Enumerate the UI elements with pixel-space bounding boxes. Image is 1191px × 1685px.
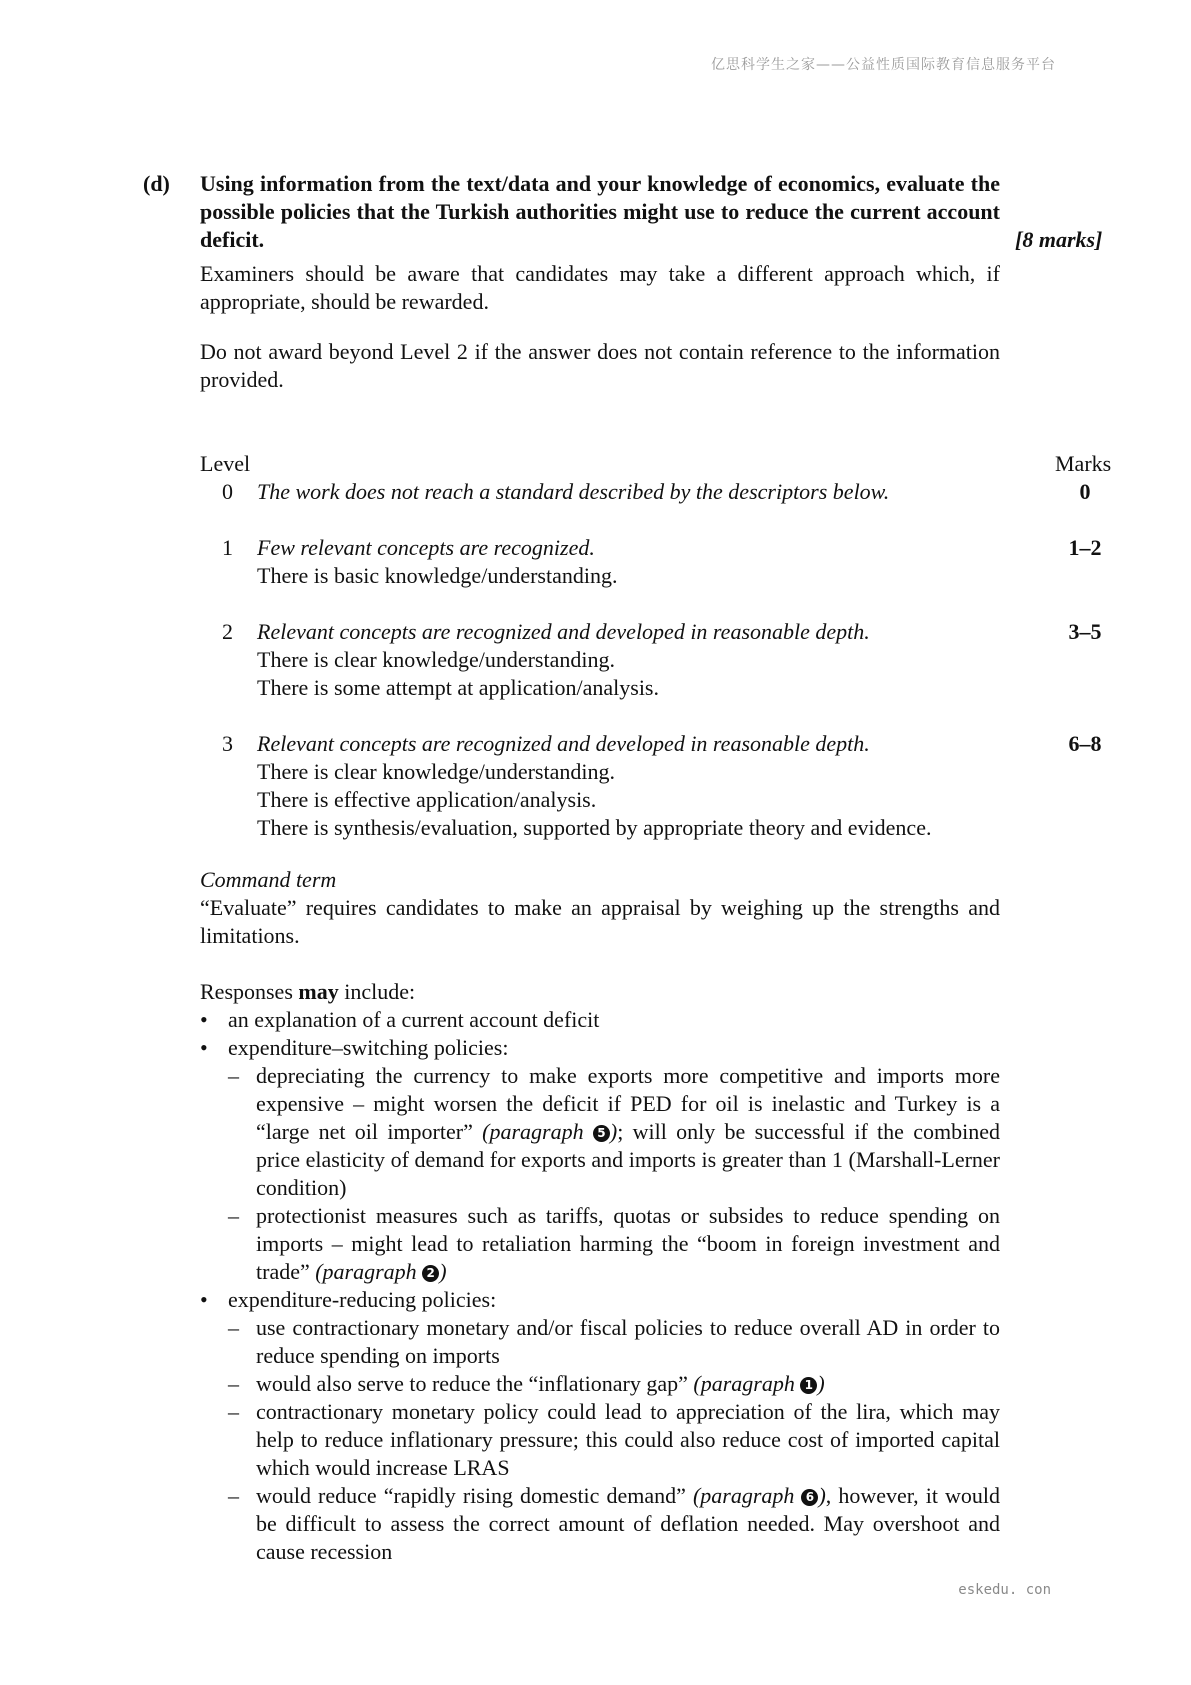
command-term-text: “Evaluate” requires candidates to make an appraisal by weighing up the strengths and limitations. [200,895,1000,948]
marks-column-header: Marks [1055,451,1112,476]
level-number: 0 [222,479,233,504]
dash-icon: – [228,1483,239,1508]
sub-list-item: – protectionist measures such as tariffs, quotas or subsides to reduce spending on imports – might lead to retaliation harming the “boom in foreign investment and trade” (paragraph 2 ) [228,1203,1000,1284]
level-number: 2 [222,619,233,644]
list-item: • expenditure-reducing policies: – use contractionary monetary and/or fiscal policies to reduce overall AD in order to reduce spending on imports – would also serve to reduce the “inflationary gap” (paragraph 1 ) – contractionary monetary policy could lead to appreciation of the lira, which may help to reduce inflationary pressure; this could also reduce cost of imported capital which would increase LRAS – would reduce “rapidly rising domestic demand” (paragraph 6 ), however, it would be difficult to assess the correct amount of deflation needed. May overshoot and cause recession [200,1287,1000,1564]
level-row-2 [200,618,1115,702]
emphasis-may: may [298,979,339,1004]
question-marks: [8 marks] [1015,227,1103,252]
bullet-icon: • [200,1035,208,1060]
level-number: 1 [222,535,233,560]
dash-icon: – [228,1315,239,1340]
level-restriction-note: Do not award beyond Level 2 if the answer does not contain reference to the information provided. [200,339,1000,392]
paragraph-number-icon: 6 [801,1489,818,1506]
level-criterion: There is clear knowledge/understanding. [257,647,615,672]
examiner-note: Examiners should be aware that candidates may take a different approach which, if appropriate, should be rewarded. [200,261,1000,314]
level-marks: 6–8 [1068,731,1102,756]
dash-icon: – [228,1203,239,1228]
level-body [257,618,1017,702]
dash-icon: – [228,1063,239,1088]
bullet-icon: • [200,1007,208,1032]
level-body [257,534,1017,590]
level-descriptor: Relevant concepts are recognized and developed in reasonable depth. [257,619,870,644]
level-marks: 1–2 [1068,535,1102,560]
responses-list [200,1006,1000,1566]
list-item: • an explanation of a current account deficit [200,1007,600,1032]
level-row-3 [200,730,1115,842]
header-watermark: 亿思科学生之家——公益性质国际教育信息服务平台 [711,57,1056,73]
command-term-title: Command term [200,867,337,892]
sub-list-item: – depreciating the currency to make exports more competitive and imports more expensive – might worsen the deficit if PED for oil is inelastic and Turkey is a “large net oil importer” (paragraph 5 ); will only be successful if the combined price elasticity of demand for exports and imports is greater than 1 (Marshall-Lerner condition) [228,1063,1000,1200]
paragraph-number-icon: 2 [422,1265,439,1282]
level-body [257,478,1017,506]
level-number: 3 [222,731,233,756]
level-row-1 [200,534,1115,590]
responses-intro: Responses may include: [200,979,416,1004]
paragraph-number-icon: 1 [800,1377,817,1394]
level-descriptor: The work does not reach a standard described by the descriptors below. [257,479,890,504]
footer-watermark: eskedu. con [958,1582,1051,1598]
level-row-0 [200,478,1115,506]
sub-list-item: – would reduce “rapidly rising domestic demand” (paragraph 6 ), however, it would be difficult to assess the correct amount of deflation needed. May overshoot and cause recession [228,1483,1000,1564]
sub-list-item: – would also serve to reduce the “inflationary gap” (paragraph 1 ) [228,1371,825,1396]
dash-icon: – [228,1371,239,1396]
paragraph-number-icon: 5 [593,1125,610,1142]
question-text: Using information from the text/data and your knowledge of economics, evaluate the possible policies that the Turkish authorities might use to reduce the current account deficit. [200,171,1000,252]
level-criterion: There is basic knowledge/understanding. [257,563,618,588]
level-body [257,730,1017,842]
level-column-header: Level [200,451,251,476]
level-criterion: There is clear knowledge/understanding. [257,759,615,784]
level-marks: 0 [1079,479,1091,504]
level-descriptor: Few relevant concepts are recognized. [257,535,595,560]
bullet-icon: • [200,1287,208,1312]
list-item: • expenditure–switching policies: – depreciating the currency to make exports more competitive and imports more expensive – might worsen the deficit if PED for oil is inelastic and Turkey is a “large net oil importer” (paragraph 5 ); will only be successful if the combined price elasticity of demand for exports and imports is greater than 1 (Marshall-Lerner condition) – protectionist measures such as tariffs, quotas or subsides to reduce spending on imports – might lead to retaliation harming the “boom in foreign investment and trade” (paragraph 2 ) [200,1035,1000,1284]
level-descriptor: Relevant concepts are recognized and developed in reasonable depth. [257,731,870,756]
level-criterion: There is synthesis/evaluation, supported by appropriate theory and evidence. [257,815,932,840]
question-label: (d) [143,171,170,196]
level-marks: 3–5 [1068,619,1102,644]
dash-icon: – [228,1399,239,1424]
sub-list-item: – use contractionary monetary and/or fiscal policies to reduce overall AD in order to reduce spending on imports [228,1315,1000,1368]
level-criterion: There is effective application/analysis. [257,787,597,812]
level-criterion: There is some attempt at application/analysis. [257,675,659,700]
sub-list-item: – contractionary monetary policy could lead to appreciation of the lira, which may help to reduce inflationary pressure; this could also reduce cost of imported capital which would increase LRAS [228,1399,1000,1480]
